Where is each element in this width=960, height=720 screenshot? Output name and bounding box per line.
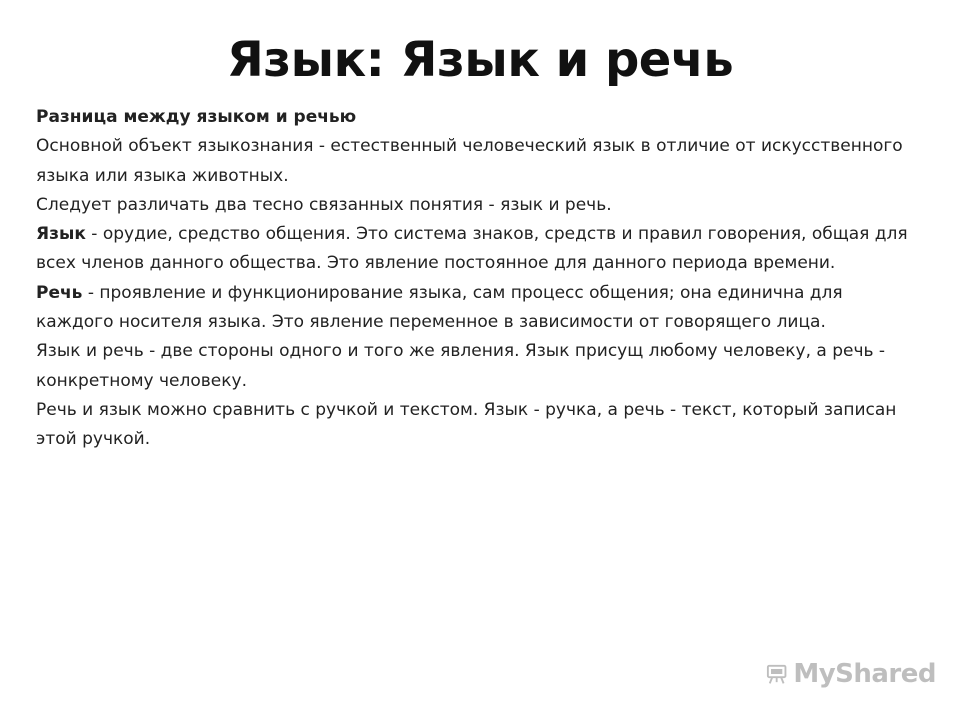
paragraph-speech-definition xyxy=(36,279,924,338)
paragraph-two-concepts: Следует различать два тесно связанных понятия - язык и речь. xyxy=(36,194,612,215)
speech-definition-text: - проявление и функционирование языка, сам процесс общения; она единична для каждого носителя языка. Это явление переменное в зависимости от говорящего лица. xyxy=(36,282,843,333)
term-speech: Речь xyxy=(36,282,83,303)
presentation-board-icon xyxy=(766,657,787,691)
body-heading: Разница между языком и речью xyxy=(36,107,357,127)
watermark-logo xyxy=(766,654,936,694)
paragraph-two-sides: Язык и речь - две стороны одного и того же явления. Язык присущ любому человеку, а речь - конкретному человеку. xyxy=(36,341,886,391)
slide-title: Язык: Язык и речь xyxy=(226,32,734,88)
paragraph-object-of-linguistics: Основной объект языкознания - естественный человеческий язык в отличие от искусственного языка или языка животных. xyxy=(36,136,903,186)
paragraph-pen-and-text: Речь и язык можно сравнить с ручкой и текстом. Язык - ручка, а речь - текст, который записан этой ручкой. xyxy=(36,399,897,450)
watermark-text: MyShared xyxy=(793,659,936,689)
paragraph-language-definition xyxy=(36,220,924,279)
term-language: Язык xyxy=(36,224,86,245)
slide-body xyxy=(36,103,924,455)
language-definition-text: - орудие, средство общения. Это система знаков, средств и правил говорения, общая для всех членов данного общества. Это явление постоянное для данного периода времени. xyxy=(36,224,908,274)
